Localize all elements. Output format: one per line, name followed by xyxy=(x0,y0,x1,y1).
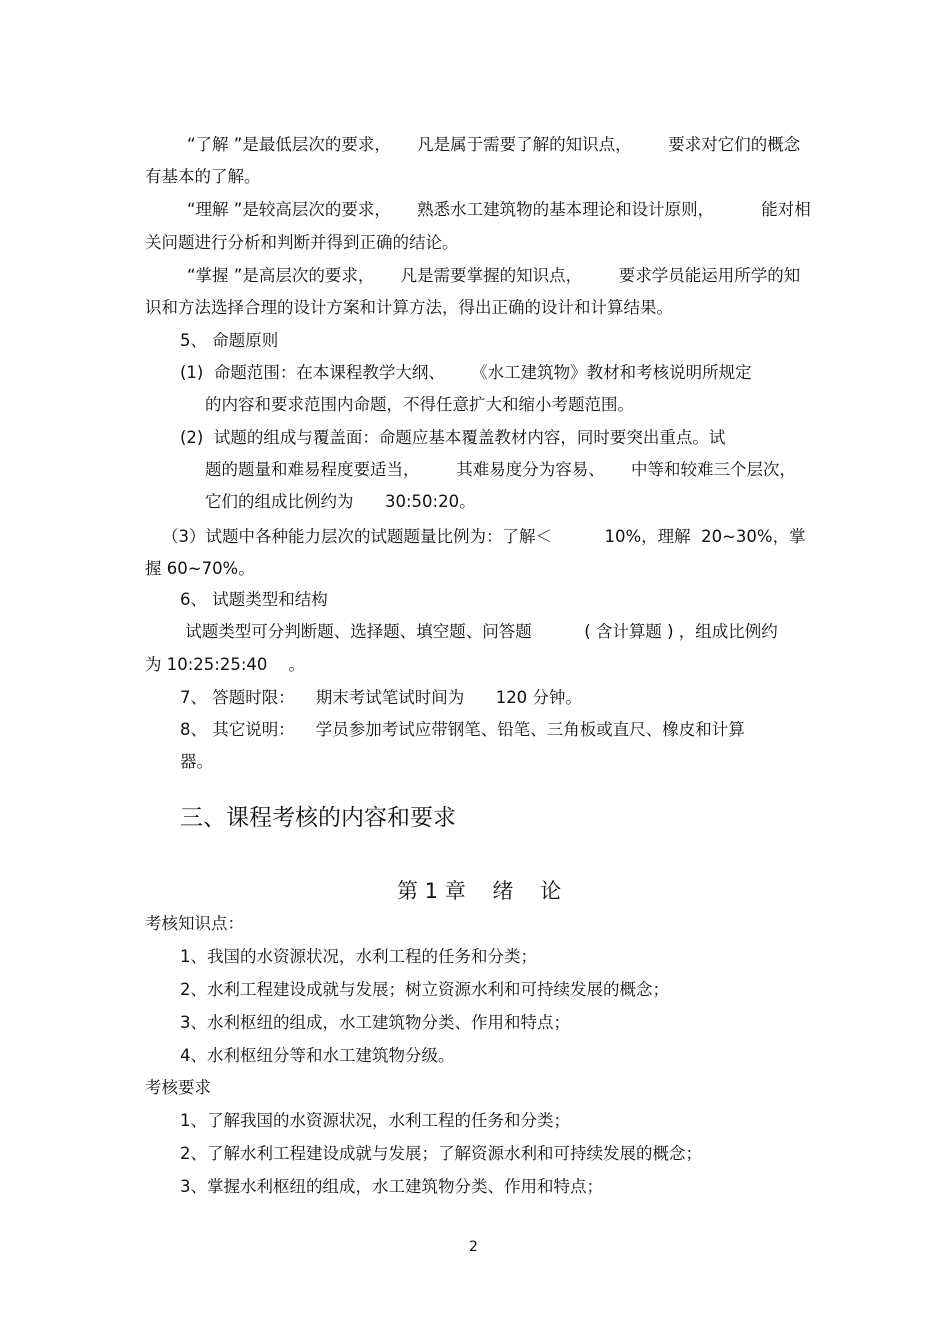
knowledge-label: 考核知识点： xyxy=(145,914,244,933)
knowledge-item: 2、水利工程建设成就与发展；树立资源水利和可持续发展的概念； xyxy=(180,980,669,999)
section-6-line1: 试题类型可分判断题、选择题、填空题、问答题 ( 含计算题 ) ，组成比例约 xyxy=(180,622,778,641)
page-number: 2 xyxy=(469,1239,478,1255)
para-understand-line1: “了解 ”是最低层次的要求， 凡是属于需要了解的知识点， 要求对它们的概念 xyxy=(187,135,801,154)
para-master-line1: “掌握 ”是高层次的要求， 凡是需要掌握的知识点， 要求学员能运用所学的知 xyxy=(187,266,801,285)
knowledge-item: 4、水利枢纽分等和水工建筑物分级。 xyxy=(180,1046,455,1065)
section-8-line1: 8、 其它说明： 学员参加考试应带钢笔、铅笔、三角板或直尺、橡皮和计算 xyxy=(180,720,745,739)
item-5-1-line1: (1) 命题范围：在本课程教学大纲、 《水工建筑物》教材和考核说明所规定 xyxy=(180,363,752,382)
chapter-title: 第 1 章 绪 论 xyxy=(397,879,562,903)
section-7: 7、 答题时限： 期末考试笔试时间为 120 分钟。 xyxy=(180,688,582,707)
requirement-item: 1、了解我国的水资源状况，水利工程的任务和分类； xyxy=(180,1111,570,1130)
item-5-2-line3: 它们的组成比例约为 30:50:20。 xyxy=(205,492,476,511)
requirement-item: 2、了解水利工程建设成就与发展；了解资源水利和可持续发展的概念； xyxy=(180,1144,702,1163)
item-5-2-line1: (2) 试题的组成与覆盖面：命题应基本覆盖教材内容，同时要突出重点。试 xyxy=(180,428,726,447)
section-8-line2: 器。 xyxy=(180,752,213,771)
knowledge-item: 1、我国的水资源状况，水利工程的任务和分类； xyxy=(180,947,537,966)
item-5-2-line2: 题的题量和难易程度要适当， 其难易度分为容易、 中等和较难三个层次， xyxy=(205,460,796,479)
section-5-title: 5、 命题原则 xyxy=(180,331,279,350)
section-heading: 三、课程考核的内容和要求 xyxy=(180,805,456,831)
para-comprehend-line2: 关问题进行分析和判断并得到正确的结论。 xyxy=(145,233,459,252)
item-5-3-line1: （3）试题中各种能力层次的试题题量比例为：了解＜ 10%，理解 20~30%，掌 xyxy=(162,527,806,546)
section-6-line2: 为 10:25:25:40 。 xyxy=(145,655,305,674)
knowledge-item: 3、水利枢纽的组成，水工建筑物分类、作用和特点； xyxy=(180,1013,570,1032)
para-master-line2: 识和方法选择合理的设计方案和计算方法，得出正确的设计和计算结果。 xyxy=(145,298,673,317)
para-comprehend-line1: “理解 ”是较高层次的要求， 熟悉水工建筑物的基本理论和设计原则， 能对相 xyxy=(187,200,811,219)
item-5-1-line2: 的内容和要求范围内命题，不得任意扩大和缩小考题范围。 xyxy=(205,395,634,414)
requirement-item: 3、掌握水利枢纽的组成，水工建筑物分类、作用和特点； xyxy=(180,1177,603,1196)
para-understand-line2: 有基本的了解。 xyxy=(145,167,261,186)
requirements-label: 考核要求 xyxy=(145,1078,211,1097)
section-6-title: 6、 试题类型和结构 xyxy=(180,590,328,609)
item-5-3-line2: 握 60~70%。 xyxy=(145,559,255,578)
